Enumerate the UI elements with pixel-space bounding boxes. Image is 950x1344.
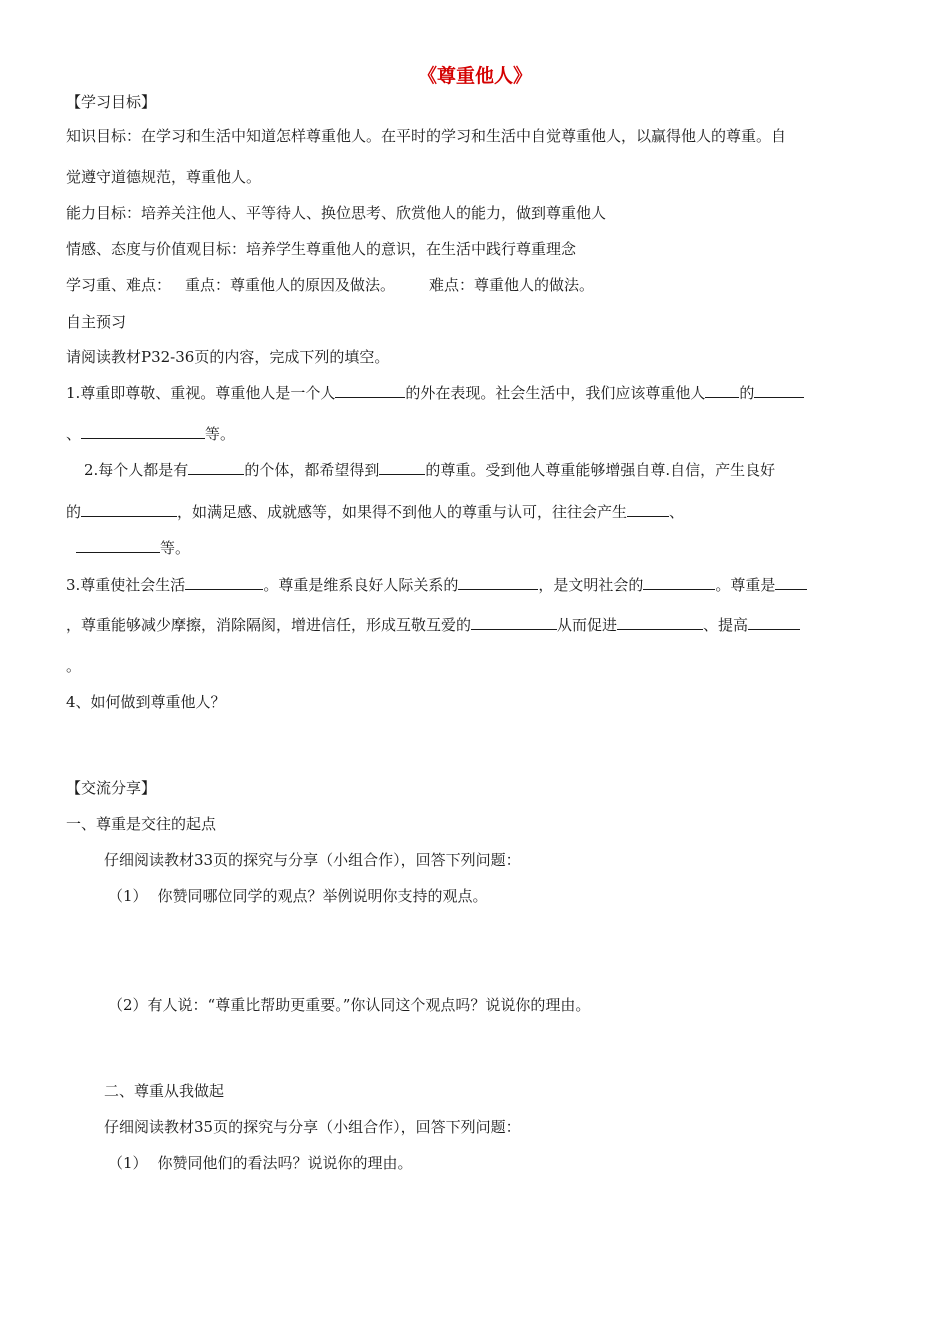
key-points-label: 学习重、难点： xyxy=(66,276,172,294)
blank[interactable] xyxy=(81,424,205,439)
blank[interactable] xyxy=(775,575,807,590)
blank[interactable] xyxy=(185,575,263,590)
question-number: （1） xyxy=(108,887,148,905)
question-1-line-1: 1.尊重即尊敬、重视。尊重他人是一个人 的外在表现。社会生活中，我们应该尊重他人 的 xyxy=(66,383,804,403)
question-2-line-3: 等。 xyxy=(76,538,190,558)
question-number: （1） xyxy=(108,1154,148,1172)
section-1-instruction: 仔细阅读教材33页的探究与分享（小组合作），回答下列问题： xyxy=(104,851,521,869)
section-1-title: 一、尊重是交往的起点 xyxy=(66,815,217,833)
difficult-point: 难点：尊重他人的做法。 xyxy=(429,276,595,294)
blank[interactable] xyxy=(748,615,800,630)
question-2-line-1: 2.每个人都是有 的个体，都希望得到 的尊重。受到他人尊重能够增强自尊.自信，产生良好 xyxy=(84,461,776,479)
key-point: 重点：尊重他人的原因及做法。 xyxy=(185,276,396,294)
question-2-line-2: 的 ，如满足感、成就感等，如果得不到他人的尊重与认可，往往会产生 、 xyxy=(66,503,685,521)
exchange-header: 【交流分享】 xyxy=(66,779,157,797)
page-title: 《尊重他人》 xyxy=(417,65,532,87)
blank[interactable] xyxy=(617,615,703,630)
blank[interactable] xyxy=(754,383,804,398)
blank[interactable] xyxy=(643,575,715,590)
question-1-line-2: 、 等。 xyxy=(66,425,236,443)
section-2-instruction: 仔细阅读教材35页的探究与分享（小组合作），回答下列问题： xyxy=(104,1118,521,1136)
question-3-line-3: 。 xyxy=(66,657,82,675)
section-2-question-1: （1） 你赞同他们的看法吗？说说你的理由。 xyxy=(108,1154,413,1172)
knowledge-objective-line-2: 觉遵守道德规范，尊重他人。 xyxy=(66,168,262,186)
blank[interactable] xyxy=(627,502,669,517)
section-1-question-1: （1） 你赞同哪位同学的观点？举例说明你支持的观点。 xyxy=(108,887,488,905)
blank[interactable] xyxy=(188,460,244,475)
question-4: 4、如何做到尊重他人？ xyxy=(66,693,226,711)
blank[interactable] xyxy=(81,502,177,517)
blank[interactable] xyxy=(335,383,405,398)
ability-objective: 能力目标：培养关注他人、平等待人、换位思考、欣赏他人的能力，做到尊重他人 xyxy=(66,204,607,222)
question-3-line-2: ，尊重能够减少摩擦，消除隔阂，增进信任，形成互敬互爱的 从而促进 、提高 xyxy=(66,615,800,635)
knowledge-objective-line-1: 知识目标：在学习和生活中知道怎样尊重他人。在平时的学习和生活中自觉尊重他人，以赢得他人的尊重。自 xyxy=(66,127,787,145)
blank[interactable] xyxy=(76,538,160,553)
section-2-title: 二、尊重从我做起 xyxy=(104,1082,225,1100)
question-3-line-1: 3.尊重使社会生活 。尊重是维系良好人际关系的 ，是文明社会的 。尊重是 xyxy=(66,575,807,595)
objectives-header: 【学习目标】 xyxy=(66,93,157,111)
blank[interactable] xyxy=(458,575,538,590)
key-difficult-points xyxy=(66,275,594,295)
blank[interactable] xyxy=(379,460,425,475)
emotion-objective: 情感、态度与价值观目标：培养学生尊重他人的意识，在生活中践行尊重理念 xyxy=(66,240,577,258)
preview-header: 自主预习 xyxy=(66,313,127,331)
section-1-question-2: （2）有人说：“尊重比帮助更重要。”你认同这个观点吗？说说你的理由。 xyxy=(108,996,591,1014)
blank[interactable] xyxy=(705,383,739,398)
blank[interactable] xyxy=(471,615,557,630)
preview-instruction: 请阅读教材P32-36页的内容，完成下列的填空。 xyxy=(66,348,390,366)
